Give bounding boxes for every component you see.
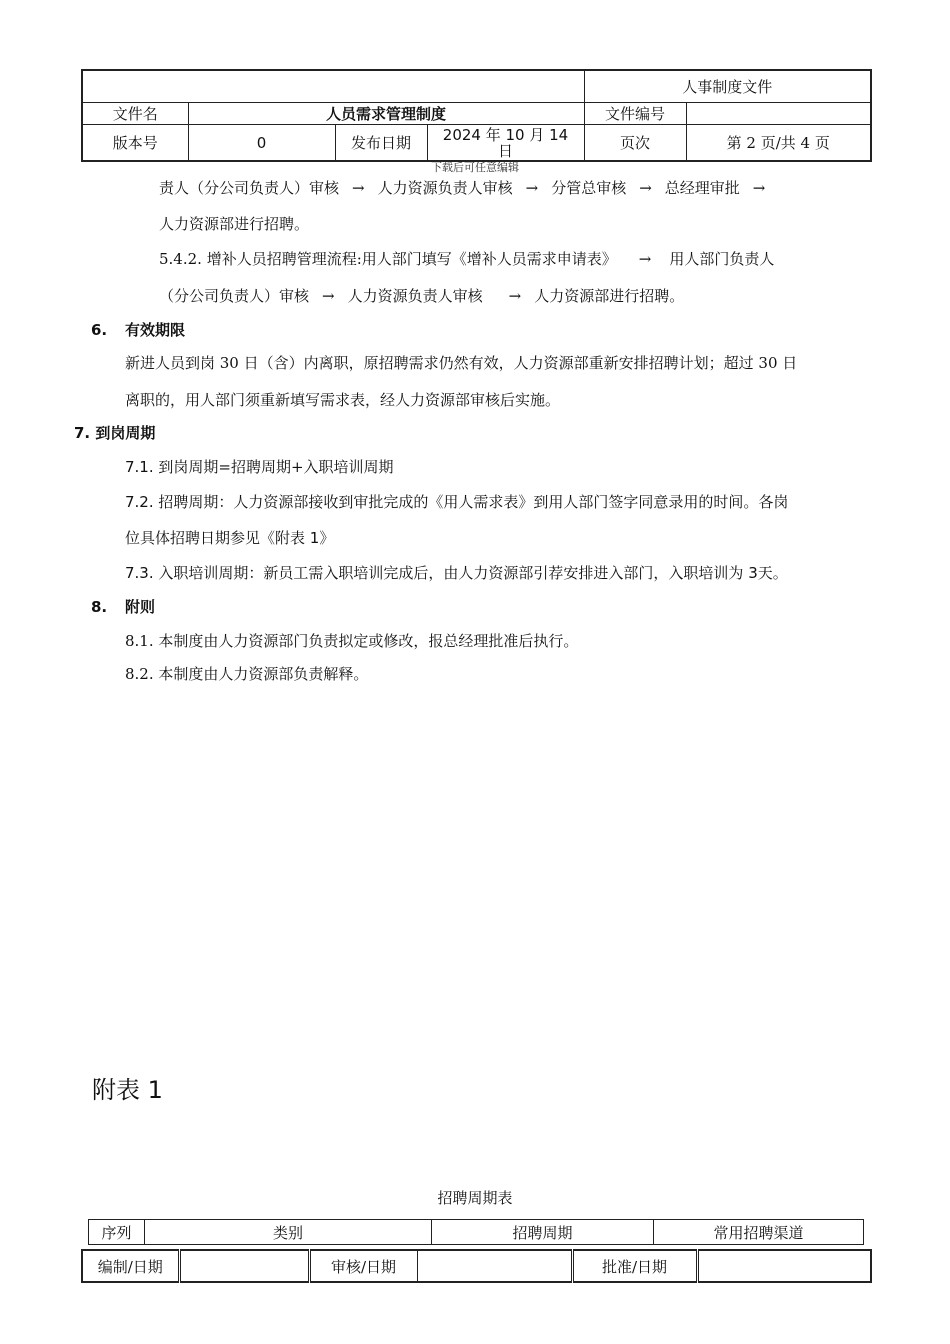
filename-value: 人员需求管理制度 xyxy=(188,103,584,125)
flow-line-1 xyxy=(159,178,778,198)
flow-step: 责人（分公司负责人）审核 xyxy=(159,179,340,197)
section-8-title: 附则 xyxy=(125,598,156,616)
item-text: 到岗周期=招聘周期+入职培训周期 xyxy=(158,458,394,476)
doc-no-value xyxy=(686,103,871,125)
item-text: 天。 xyxy=(757,564,788,582)
arrow-icon: → xyxy=(508,287,522,305)
page-value: 第 2 页/共 4 页 xyxy=(686,125,871,162)
item-number: 7.3. xyxy=(125,564,154,582)
flow-542-line-1 xyxy=(159,249,774,269)
publish-date-label: 发布日期 xyxy=(335,125,427,162)
item-text: 招聘周期：人力资源部接收到审批完成的《用人需求表》到用人部门签字同意录用的时间。各岗 xyxy=(158,493,789,511)
doc-no-label: 文件编号 xyxy=(584,103,686,125)
document-header-table xyxy=(81,69,872,162)
section-7-1 xyxy=(125,457,394,477)
doc-type: 人事制度文件 xyxy=(584,70,871,103)
flow-step: 总经理审批 xyxy=(664,179,740,197)
section-8-1: 8.1. 本制度由人力资源部门负责拟定或修改，报总经理批准后执行。 xyxy=(125,632,579,650)
section-6-line-1: 新进人员到岗 30 日（含）内离职，原招聘需求仍然有效，人力资源部重新安排招聘计划；超过 30 日 xyxy=(125,354,798,372)
arrow-icon: → xyxy=(752,179,766,197)
appendix-title: 附表 1 xyxy=(92,1076,163,1104)
section-8-number: 8. xyxy=(91,598,108,616)
flow-line-2: 人力资源部进行招聘。 xyxy=(159,215,310,233)
item-number: 7.2. xyxy=(125,493,154,511)
watermark-text: 下载后可任意编辑 xyxy=(431,161,519,174)
table-header-row xyxy=(89,1220,864,1245)
page-label: 页次 xyxy=(584,125,686,162)
recruitment-cycle-table xyxy=(88,1219,864,1245)
flow-step: 分管总审核 xyxy=(551,179,627,197)
arrow-icon: → xyxy=(525,179,539,197)
item-number: 7.1. xyxy=(125,458,154,476)
version-label: 版本号 xyxy=(82,125,188,162)
arrow-icon: → xyxy=(639,179,652,197)
arrow-icon: → xyxy=(352,179,365,197)
version-value: 0 xyxy=(188,125,335,162)
col-header-category: 类别 xyxy=(145,1220,432,1245)
item-text: 位具体招聘日期参见《附表 xyxy=(125,529,306,547)
col-header-channels: 常用招聘渠道 xyxy=(654,1220,864,1245)
compile-label: 编制/日期 xyxy=(82,1250,179,1282)
publish-date-line2: 日 xyxy=(497,141,513,160)
section-7-2-line-1 xyxy=(125,492,788,512)
section-6-line-2: 离职的，用人部门须重新填写需求表，经人力资源部审核后实施。 xyxy=(125,391,561,409)
publish-date-line1: 2024 年 10 月 14 xyxy=(442,125,569,144)
section-8-2: 8.2. 本制度由人力资源部负责解释。 xyxy=(125,665,369,683)
flow-step: （分公司负责人）审核 xyxy=(159,287,310,305)
flow-step: 人力资源负责人审核 xyxy=(347,287,483,305)
training-days: 3 xyxy=(748,564,758,582)
signoff-table xyxy=(81,1249,872,1283)
section-7-title: 7. 到岗周期 xyxy=(74,424,156,442)
flow-step: 人力资源部进行招聘。 xyxy=(534,287,685,305)
col-header-cycle: 招聘周期 xyxy=(432,1220,654,1245)
flow-step: 人力资源负责人审核 xyxy=(377,179,513,197)
section-6-number: 6. xyxy=(91,321,108,339)
appendix-ref: 1》 xyxy=(309,529,335,547)
publish-date-value xyxy=(427,125,584,162)
item-text: 入职培训周期：新员工需入职培训完成后，由人力资源部引荐安排进入部门，入职培训为 xyxy=(158,564,744,582)
flow-step: 5.4.2. 增补人员招聘管理流程:用人部门填写《增补人员需求申请表》 xyxy=(159,250,617,268)
col-header-sequence: 序列 xyxy=(89,1220,145,1245)
flow-542-line-2 xyxy=(159,286,684,306)
arrow-icon: → xyxy=(322,287,335,305)
section-7-3 xyxy=(125,563,788,583)
approve-value[interactable] xyxy=(697,1250,871,1282)
compile-value[interactable] xyxy=(179,1250,309,1282)
flow-step: 用人部门负责人 xyxy=(669,250,775,268)
approve-label: 批准/日期 xyxy=(572,1250,697,1282)
recruitment-cycle-caption: 招聘周期表 xyxy=(437,1189,513,1207)
filename-label: 文件名 xyxy=(82,103,188,125)
header-blank-cell xyxy=(82,70,584,103)
section-6-title: 有效期限 xyxy=(125,321,186,339)
review-value[interactable] xyxy=(417,1250,572,1282)
review-label: 审核/日期 xyxy=(309,1250,417,1282)
arrow-icon: → xyxy=(638,250,652,268)
section-7-2-line-2 xyxy=(125,528,334,548)
